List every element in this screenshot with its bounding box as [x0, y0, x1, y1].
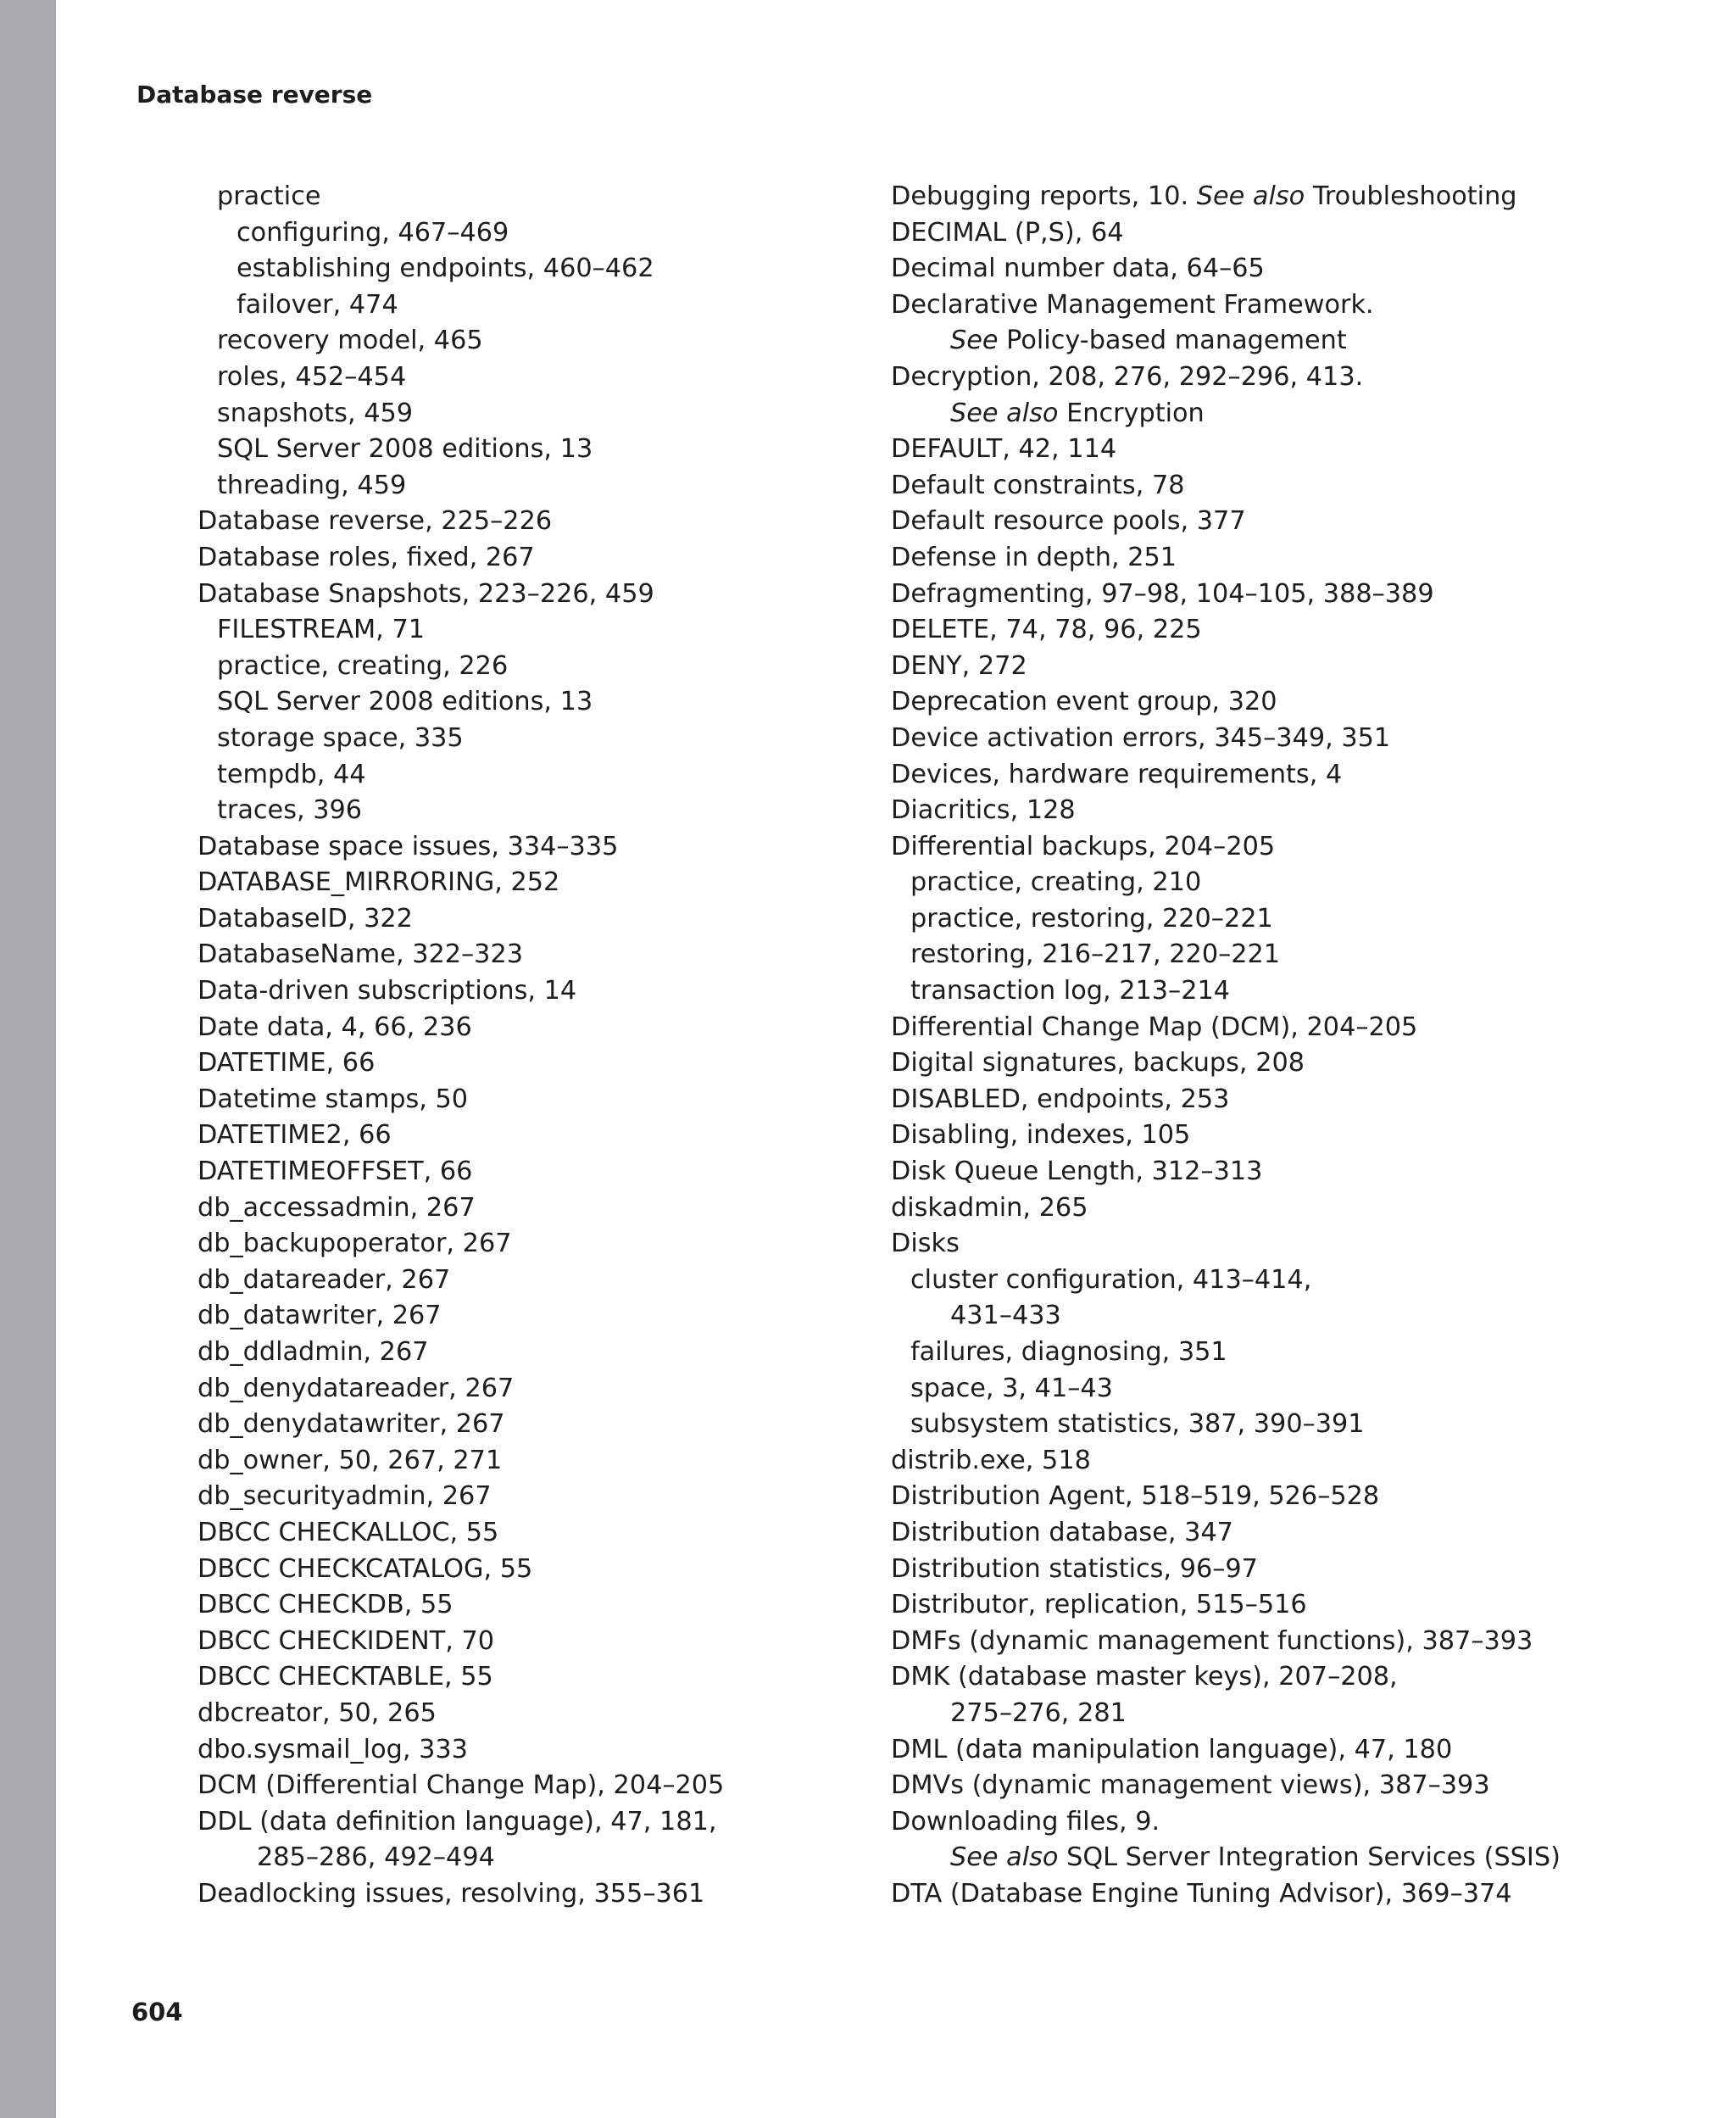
index-entry [891, 1732, 1654, 1769]
index-entry-text: Decimal number data, 64–65 [891, 254, 1265, 284]
index-entry [198, 215, 876, 252]
index-entry-text: DBCC CHECKTABLE, 55 [198, 1662, 493, 1692]
index-entry-text: DBCC CHECKIDENT, 70 [198, 1625, 495, 1656]
index-entry-text: DATETIME, 66 [198, 1048, 376, 1079]
index-entry-text: restoring, 216–217, 220–221 [910, 939, 1281, 970]
index-entry [891, 865, 1654, 901]
index-entry [198, 865, 876, 901]
index-entry-text: Debugging reports, 10. [891, 181, 1189, 211]
index-entry [198, 432, 876, 468]
index-entry-text: db_datawriter, 267 [198, 1301, 442, 1331]
index-entry-text: db_backupoperator, 267 [198, 1229, 512, 1259]
index-entry-text: Database space issues, 334–335 [198, 831, 619, 861]
index-entry-text: DDL (data definition language), 47, 181, [198, 1806, 717, 1837]
index-entry-text: distrib.exe, 518 [891, 1445, 1091, 1475]
index-entry [198, 1552, 876, 1588]
index-entry [891, 757, 1654, 794]
index-entry-text: Deadlocking issues, resolving, 355–361 [198, 1878, 705, 1909]
index-entry [198, 1876, 876, 1913]
index-entry-text: SQL Server 2008 editions, 13 [217, 434, 593, 465]
index-entry-text: Differential backups, 204–205 [891, 831, 1276, 861]
index-entry [198, 1407, 876, 1443]
index-entry [891, 649, 1654, 685]
index-entry [198, 504, 876, 540]
index-entry [198, 1587, 876, 1624]
index-entry-text: Devices, hardware requirements, 4 [891, 759, 1343, 789]
index-entry-text: db_denydatawriter, 267 [198, 1409, 505, 1440]
index-entry [891, 1587, 1654, 1624]
index-entry [198, 1226, 876, 1262]
index-entry-text: Database roles, fixed, 267 [198, 542, 535, 572]
index-entry-text: Datetime stamps, 50 [198, 1084, 469, 1114]
index-entry-text: DTA (Database Engine Tuning Advisor), 369–374 [891, 1878, 1512, 1909]
cross-reference-target: Policy-based management [1006, 326, 1347, 356]
cross-reference-target: SQL Server Integration Services (SSIS) [1066, 1842, 1561, 1873]
index-entry-text: db_owner, 50, 267, 271 [198, 1445, 503, 1475]
index-entry [891, 1659, 1654, 1696]
index-entry-text: failover, 474 [236, 289, 398, 320]
index-entry-text: subsystem statistics, 387, 390–391 [910, 1409, 1365, 1440]
index-entry [198, 937, 876, 973]
running-head: Database reverse [136, 81, 373, 109]
index-entry-text: 285–286, 492–494 [257, 1842, 495, 1873]
index-entry [891, 396, 1654, 432]
index-entry [891, 432, 1654, 468]
index-entry-text: dbo.sysmail_log, 333 [198, 1734, 468, 1764]
index-entry-text: DECIMAL (P,S), 64 [891, 217, 1124, 248]
index-entry-text: Digital signatures, backups, 208 [891, 1048, 1305, 1079]
index-entry [198, 1262, 876, 1299]
index-entry [198, 468, 876, 504]
index-entry [198, 1768, 876, 1804]
index-entry [891, 1118, 1654, 1154]
index-entry-text: DCM (Differential Change Map), 204–205 [198, 1770, 725, 1801]
index-entry [198, 793, 876, 829]
index-entry [891, 1407, 1654, 1443]
index-column-left [198, 179, 876, 1913]
index-entry [891, 1624, 1654, 1660]
index-entry [891, 287, 1654, 324]
index-entry [891, 251, 1654, 287]
index-entry [198, 540, 876, 577]
index-entry-text: Diacritics, 128 [891, 795, 1076, 826]
index-entry-text: configuring, 467–469 [236, 217, 509, 248]
index-entry [891, 793, 1654, 829]
index-entry-text: Defense in depth, 251 [891, 542, 1177, 572]
index-entry [198, 1010, 876, 1046]
index-entry-text: DBCC CHECKALLOC, 55 [198, 1517, 499, 1547]
index-entry-text: db_securityadmin, 267 [198, 1481, 492, 1512]
index-entry [891, 468, 1654, 504]
index-entry [198, 179, 876, 215]
index-entry [891, 577, 1654, 613]
index-entry [198, 251, 876, 287]
index-entry [891, 1768, 1654, 1804]
index-entry [891, 1154, 1654, 1190]
cross-reference-label: See also [950, 1842, 1059, 1873]
index-entry-text: traces, 396 [217, 795, 363, 826]
index-entry-text: practice, creating, 226 [217, 650, 509, 681]
index-entry [891, 1696, 1654, 1732]
index-entry [891, 1226, 1654, 1262]
index-entry [198, 287, 876, 324]
index-entry [891, 1190, 1654, 1227]
index-entry [891, 612, 1654, 649]
index-entry-text: 431–433 [950, 1301, 1061, 1331]
index-entry [891, 721, 1654, 757]
index-entry [198, 323, 876, 360]
index-entry-text: Disks [891, 1229, 960, 1259]
index-entry [198, 612, 876, 649]
index-entry [891, 973, 1654, 1010]
index-entry-text: Default constraints, 78 [891, 470, 1185, 500]
index-entry [891, 1515, 1654, 1552]
index-entry [198, 1840, 876, 1876]
index-entry [891, 1298, 1654, 1335]
index-entry-text: snapshots, 459 [217, 398, 414, 428]
index-entry [198, 1190, 876, 1227]
index-entry [891, 1371, 1654, 1407]
index-entry-text: Decryption, 208, 276, 292–296, 413. [891, 361, 1364, 392]
page-edge-strip [0, 0, 56, 2118]
index-entry-text: failures, diagnosing, 351 [910, 1337, 1227, 1367]
index-entry [891, 360, 1654, 396]
index-entry [891, 1552, 1654, 1588]
index-entry-text: DML (data manipulation language), 47, 180 [891, 1734, 1453, 1764]
index-entry [891, 684, 1654, 721]
index-entry-text: Downloading files, 9. [891, 1806, 1160, 1837]
index-entry-text: DELETE, 74, 78, 96, 225 [891, 615, 1202, 645]
index-entry-text: DEFAULT, 42, 114 [891, 434, 1117, 465]
index-entry [891, 1443, 1654, 1480]
index-entry [891, 215, 1654, 252]
index-entry-text: DBCC CHECKDB, 55 [198, 1590, 453, 1620]
index-entry-text: Device activation errors, 345–349, 351 [891, 722, 1391, 753]
cross-reference-target: Encryption [1066, 398, 1205, 428]
index-entry [891, 1804, 1654, 1841]
index-entry-text: db_accessadmin, 267 [198, 1192, 476, 1223]
index-entry-text: practice, creating, 210 [910, 867, 1202, 898]
cross-reference-label: See also [1196, 181, 1305, 211]
index-entry-text: Database reverse, 225–226 [198, 506, 553, 537]
index-entry [198, 1624, 876, 1660]
index-entry [891, 1876, 1654, 1913]
cross-reference-target: Troubleshooting [1312, 181, 1517, 211]
index-entry [891, 1335, 1654, 1371]
index-entry-text: cluster configuration, 413–414, [910, 1264, 1312, 1295]
index-entry-text: db_datareader, 267 [198, 1264, 451, 1295]
index-entry [198, 757, 876, 794]
index-entry [198, 1479, 876, 1515]
index-entry [198, 973, 876, 1010]
index-entry-text: recovery model, 465 [217, 326, 483, 356]
index-entry-text: storage space, 335 [217, 722, 464, 753]
index-entry-text: Default resource pools, 377 [891, 506, 1246, 537]
index-entry-text: DMK (database master keys), 207–208, [891, 1662, 1398, 1692]
index-entry-text: Distribution statistics, 96–97 [891, 1553, 1258, 1584]
index-entry-text: Declarative Management Framework. [891, 289, 1374, 320]
index-entry [198, 1659, 876, 1696]
index-entry [198, 1118, 876, 1154]
index-entry-text: Disk Queue Length, 312–313 [891, 1157, 1263, 1187]
index-entry-text: threading, 459 [217, 470, 407, 500]
index-entry-text: Database Snapshots, 223–226, 459 [198, 578, 654, 609]
index-entry-text: Distributor, replication, 515–516 [891, 1590, 1307, 1620]
index-entry [198, 1443, 876, 1480]
index-entry [198, 396, 876, 432]
page-number: 604 [131, 1998, 183, 2026]
index-entry [891, 1262, 1654, 1299]
index-entry-text: 275–276, 281 [950, 1697, 1127, 1728]
index-entry [891, 1045, 1654, 1082]
index-entry [198, 1298, 876, 1335]
index-entry [891, 504, 1654, 540]
index-entry-text: SQL Server 2008 editions, 13 [217, 687, 593, 717]
index-entry-text: Data-driven subscriptions, 14 [198, 976, 577, 1006]
index-entry-text: DatabaseName, 322–323 [198, 939, 524, 970]
index-entry-text: Date data, 4, 66, 236 [198, 1012, 472, 1042]
index-entry-text: dbcreator, 50, 265 [198, 1697, 437, 1728]
index-entry [198, 1696, 876, 1732]
index-entry [198, 1335, 876, 1371]
index-entry-text: tempdb, 44 [217, 759, 366, 789]
index-entry-text: DBCC CHECKCATALOG, 55 [198, 1553, 533, 1584]
index-entry-text: DMVs (dynamic management views), 387–393 [891, 1770, 1490, 1801]
index-entry [198, 1045, 876, 1082]
index-entry-text: DATABASE_MIRRORING, 252 [198, 867, 560, 898]
index-entry [891, 1010, 1654, 1046]
index-entry [198, 1804, 876, 1841]
index-entry [891, 829, 1654, 866]
cross-reference-label: See [950, 326, 999, 356]
index-entry-text: DISABLED, endpoints, 253 [891, 1084, 1230, 1114]
index-entry [198, 1515, 876, 1552]
index-entry [198, 577, 876, 613]
index-entry [198, 829, 876, 866]
index-entry-text: Deprecation event group, 320 [891, 687, 1277, 717]
index-entry-text: Defragmenting, 97–98, 104–105, 388–389 [891, 578, 1434, 609]
index-entry-text: Distribution Agent, 518–519, 526–528 [891, 1481, 1380, 1512]
index-entry [198, 649, 876, 685]
index-entry-text: Distribution database, 347 [891, 1517, 1233, 1547]
index-entry-text: diskadmin, 265 [891, 1192, 1088, 1223]
index-entry [891, 901, 1654, 938]
index-entry [891, 540, 1654, 577]
index-entry-text: establishing endpoints, 460–462 [236, 254, 654, 284]
index-entry-text: db_ddladmin, 267 [198, 1337, 429, 1367]
index-entry-text: DatabaseID, 322 [198, 903, 413, 934]
index-entry-text: Disabling, indexes, 105 [891, 1120, 1191, 1151]
index-entry [198, 1732, 876, 1769]
index-entry [891, 937, 1654, 973]
index-entry [891, 1082, 1654, 1118]
index-entry-text: roles, 452–454 [217, 361, 407, 392]
index-entry [891, 179, 1654, 215]
index-entry [198, 721, 876, 757]
index-entry-text: practice [217, 181, 321, 211]
index-entry-text: DATETIMEOFFSET, 66 [198, 1157, 473, 1187]
index-entry [198, 684, 876, 721]
index-entry [198, 1154, 876, 1190]
index-entry [198, 360, 876, 396]
index-entry-text: practice, restoring, 220–221 [910, 903, 1273, 934]
index-entry-text: transaction log, 213–214 [910, 976, 1231, 1006]
cross-reference-label: See also [950, 398, 1059, 428]
index-entry-text: space, 3, 41–43 [910, 1373, 1113, 1403]
index-column-right [891, 179, 1654, 1913]
index-entry [891, 323, 1654, 360]
index-entry [891, 1479, 1654, 1515]
index-entry [198, 1371, 876, 1407]
index-entry [891, 1840, 1654, 1876]
index-entry-text: FILESTREAM, 71 [217, 615, 425, 645]
index-entry [198, 1082, 876, 1118]
index-entry-text: DATETIME2, 66 [198, 1120, 392, 1151]
index-entry-text: DENY, 272 [891, 650, 1027, 681]
index-entry-text: db_denydatareader, 267 [198, 1373, 515, 1403]
index-entry [198, 901, 876, 938]
index-entry-text: Differential Change Map (DCM), 204–205 [891, 1012, 1418, 1042]
index-entry-text: DMFs (dynamic management functions), 387–393 [891, 1625, 1533, 1656]
